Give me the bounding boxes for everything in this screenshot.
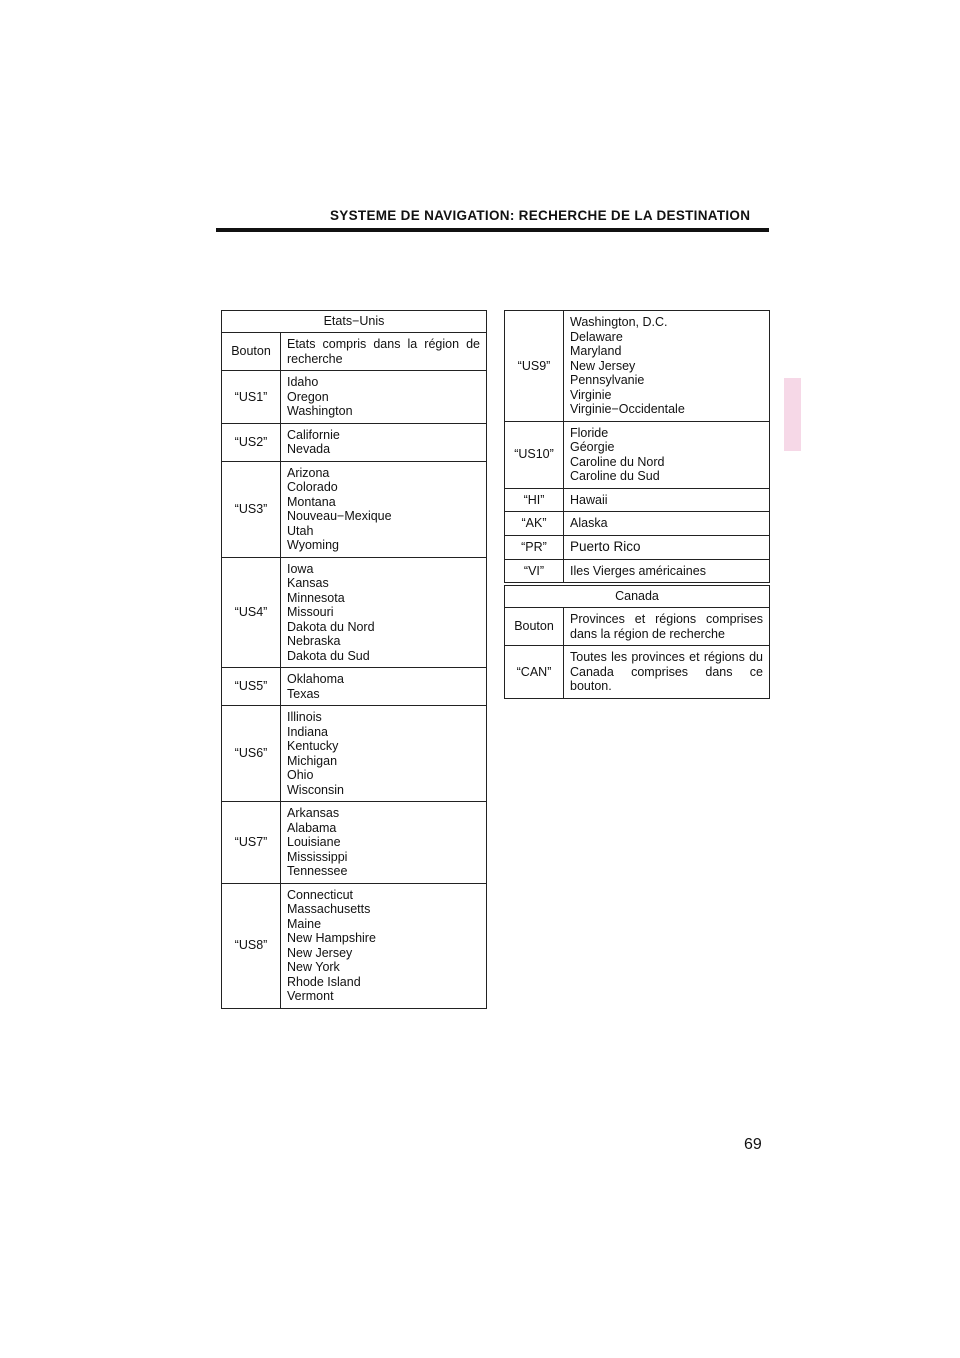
state-name: Virginie — [570, 387, 612, 402]
row-state-list — [564, 311, 770, 422]
row-button-label: “VI” — [505, 559, 564, 583]
state-name: Mississippi — [287, 849, 348, 864]
state-name: Oregon — [287, 389, 329, 404]
row-state-list — [281, 802, 487, 884]
row-region-description: Toutes les provinces et régions du Canada comprises dans ce bouton. — [564, 646, 770, 699]
column-header-regions: Provinces et régions comprises dans la région de recherche — [564, 608, 770, 646]
state-name: Arizona — [287, 465, 330, 480]
row-button-label: “US3” — [222, 461, 281, 557]
row-state-list — [281, 371, 487, 424]
state-name: Maine — [287, 916, 322, 931]
row-button-label: “US9” — [505, 311, 564, 422]
row-state-list — [281, 883, 487, 1008]
page-header-title: SYSTEME DE NAVIGATION: RECHERCHE DE LA DESTINATION — [330, 208, 751, 223]
row-state-list — [281, 668, 487, 706]
state-name: Wisconsin — [287, 782, 344, 797]
section-tab-marker — [784, 378, 801, 451]
row-button-label: “US2” — [222, 423, 281, 461]
state-name: New Jersey — [287, 945, 353, 960]
state-name: Alaska — [564, 512, 770, 536]
state-name: Ohio — [287, 768, 314, 782]
state-name: Connecticut — [287, 887, 354, 902]
row-button-label: “US6” — [222, 706, 281, 802]
usa-table-title: Etats−Unis — [222, 311, 487, 333]
state-name: New York — [287, 960, 340, 974]
state-name: Iowa — [287, 561, 314, 576]
state-name: Washington — [287, 404, 353, 418]
state-name: Minnesota — [287, 590, 345, 605]
row-button-label: “US1” — [222, 371, 281, 424]
row-button-label: “CAN” — [505, 646, 564, 699]
state-name: Caroline du Nord — [570, 454, 665, 469]
state-name: Hawaii — [564, 488, 770, 512]
row-button-label: “AK” — [505, 512, 564, 536]
row-button-label: “US4” — [222, 557, 281, 668]
row-state-list — [281, 557, 487, 668]
state-name: Iles Vierges américaines — [564, 559, 770, 583]
state-name: Massachusetts — [287, 902, 371, 916]
state-name: New Hampshire — [287, 931, 376, 945]
column-header-button: Bouton — [505, 608, 564, 646]
state-name: Illinois — [287, 710, 322, 724]
row-button-label: “US8” — [222, 883, 281, 1008]
state-name: Texas — [287, 686, 320, 701]
row-state-list — [281, 423, 487, 461]
row-state-list — [564, 421, 770, 488]
state-name: Alabama — [287, 820, 337, 835]
state-name: Washington, D.C. — [570, 315, 668, 329]
state-name: Utah — [287, 523, 314, 538]
row-state-list — [281, 461, 487, 557]
row-state-list — [281, 706, 487, 802]
state-name: Colorado — [287, 480, 338, 494]
state-name: Kansas — [287, 576, 329, 590]
canada-regions-table — [504, 585, 770, 699]
state-name: Californie — [287, 427, 340, 442]
state-name: Kentucky — [287, 739, 339, 753]
row-button-label: “US7” — [222, 802, 281, 884]
state-name: Idaho — [287, 375, 319, 389]
state-name: Wyoming — [287, 538, 339, 552]
state-name: Caroline du Sud — [570, 469, 660, 483]
state-name: Indiana — [287, 724, 329, 739]
column-header-states: Etats compris dans la région de recherche — [281, 333, 487, 371]
state-name: Arkansas — [287, 806, 340, 820]
state-name: Dakota du Nord — [287, 619, 375, 634]
state-name: Rhode Island — [287, 974, 361, 989]
state-name: Oklahoma — [287, 672, 344, 686]
state-name: Nevada — [287, 442, 331, 456]
state-name: Montana — [287, 494, 336, 509]
state-name: Tennessee — [287, 864, 348, 878]
state-name: Delaware — [570, 329, 623, 344]
usa-regions-table — [221, 310, 487, 1009]
state-name: Nebraska — [287, 634, 341, 648]
row-button-label: “PR” — [505, 535, 564, 559]
state-name: New Jersey — [570, 358, 636, 373]
row-button-label: “US5” — [222, 668, 281, 706]
state-name: Géorgie — [570, 440, 615, 454]
state-name: Dakota du Sud — [287, 648, 370, 663]
state-name: Floride — [570, 425, 609, 440]
header-rule — [216, 228, 769, 232]
state-name: Maryland — [570, 344, 622, 358]
state-name: Virginie−Occidentale — [570, 402, 685, 416]
page-number: 69 — [744, 1136, 762, 1153]
column-header-button: Bouton — [222, 333, 281, 371]
state-name: Louisiane — [287, 835, 341, 849]
row-button-label: “HI” — [505, 488, 564, 512]
state-name: Pennsylvanie — [570, 373, 645, 387]
state-name: Michigan — [287, 753, 338, 768]
state-name: Puerto Rico — [564, 535, 770, 559]
state-name: Vermont — [287, 989, 334, 1003]
state-name: Missouri — [287, 605, 334, 619]
row-button-label: “US10” — [505, 421, 564, 488]
state-name: Nouveau−Mexique — [287, 509, 392, 523]
usa-regions-table-continued — [504, 310, 770, 583]
canada-table-title: Canada — [505, 586, 770, 608]
